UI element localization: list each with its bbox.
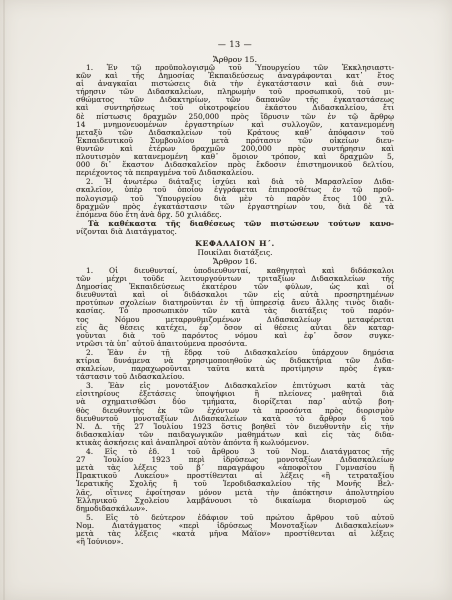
text-line: διευθυνταὶ καὶ οἱ διδάσκαλοι τῶν εἰς αὐτὰ προσηρτημένων	[76, 290, 394, 300]
text-line: σκαλείων, παραχωροῦνται ταῦτα κατὰ προτίμησιν πρὸς ἐγκα-	[76, 364, 394, 374]
text-line: 4. Εἰς τὸ ἐδ. 1 τοῦ ἄρθρου 3 τοῦ Νομ. Διατάγματος τῆς	[86, 447, 394, 457]
text-line: τῶν μέχρι τοῦδε λειτουργούντων τριταξίων Διδασκαλείων τῆς	[76, 274, 394, 284]
text-line: θὸς διευθυντὴς ἐκ τῶν ἐχόντων τὰ προσόντα πρὸς διορισμὸν	[76, 405, 394, 415]
page-edge	[3, 0, 5, 600]
text-line: λᾶς, οἵτινες ἐφοίτησαν μόνον μετὰ τὴν ἀπόκτησιν ἀπολυτηρίου	[76, 487, 394, 497]
text-line: ντρῶσι τὰ ὑπ᾽ αὐτοῦ ἀπαιτούμενα προσόντα.	[76, 338, 248, 348]
text-line: 1. Ἐν τῷ προϋπολογισμῷ τοῦ Ὑπουργείου τῶν Ἐκκλησιαστι-	[86, 63, 394, 72]
text-line: 2. Ἐὰν ἐν τῇ ἕδρᾳ τοῦ Διδασκαλείου ὑπάρχουν δημόσια	[86, 347, 394, 357]
text-line: «ἢ Ἰούνιον».	[76, 537, 124, 547]
text-line: νίζονται διὰ Διατάγματος.	[76, 226, 177, 236]
text-line: τάστασιν τοῦ Διδασκαλείου.	[76, 372, 185, 382]
paragraph	[76, 382, 394, 447]
article-heading: Ἄρθρον 16.	[213, 256, 257, 266]
article-15	[76, 55, 394, 236]
text-line: καὶ συντηρήσεως τοῦ οἰκοτροφείου ἑκάστου Διδασκαλείου, ἔτι	[76, 103, 394, 113]
text-line: διδασκαλίαν τῶν παιδαγωγικῶν μαθημάτων καὶ εἰς τὰς διδα-	[76, 429, 394, 439]
text-line: πλουτισμὸν κατανεμομένη καθ᾽ ὅμοιον τρόπον, καὶ δραχμῶν 5,	[76, 152, 394, 162]
paragraph	[76, 514, 394, 546]
article-16	[76, 257, 394, 546]
text-line: Ν. Δ. τῆς 27 Ἰουλίου 1923 ὅστις βοηθεῖ τὸν διευθυντὴν εἰς τὴν	[76, 421, 394, 431]
text-line: Πρακτικοῦ Λυκείου» προστίθενται αἱ λέξεις «ἢ τετραταξίου	[76, 471, 394, 481]
paragraph	[76, 349, 394, 381]
text-column	[76, 40, 394, 546]
article-15-body	[76, 64, 394, 236]
text-line: νὰ σχηματισθῶσι δύο τμήματα, διορίζεται παρ᾽ αὐτῷ βοη-	[76, 397, 394, 407]
paragraph	[76, 220, 394, 236]
text-line: κῶν καὶ τῆς Δημοσίας Ἐκπαιδεύσεως ἀναγράφονται κατ᾽ ἔτος	[76, 71, 394, 81]
text-line: Τὰ καθέκαστα τῆς διαθέσεως τῶν πιστώσεων τούτων κανο-	[88, 218, 394, 228]
text-line: κτίρια δυνάμενα νὰ χρησιμοποιηθοῦν ὡς διδακτήρια τῶν Διδα-	[76, 356, 394, 365]
text-line: θυντῶν καὶ ἑτέρων δραχμῶν 200,000 πρὸς συντήρησιν καὶ	[76, 143, 394, 153]
text-line: Νομ. Διατάγματος «περὶ ἱδρύσεως Μονοταξίων Διδασκαλείων»	[76, 520, 394, 530]
text-line: εἰσιτηρίους ἐξετάσεις ὑποψήφιοι ἢ πλείονες μαθηταὶ διὰ	[76, 389, 394, 399]
text-line: 2. Ἡ ἀνωτέρω διάταξις ἰσχύει καὶ διὰ τὸ Μαρασλεῖον Διδα-	[86, 177, 394, 187]
text-line: περιέχοντος τὰ πεπραγμένα τοῦ Διδασκαλείου.	[76, 168, 254, 178]
text-line: 27 Ἰουλίου 1923 περὶ ἱδρύσεως μονοταξίων Διδασκαλείων	[76, 455, 394, 465]
chapter-subtitle: Ποικίλαι διατάξεις.	[197, 247, 273, 257]
text-line: κασίας. Τὸ προσωπικὸν τῶν κατὰ τὰς διατάξεις τοῦ παρόν-	[76, 306, 394, 316]
text-line: αἱ ἀναγκαῖαι πιστώσεις διὰ τὴν ἐγκατάστασιν καὶ διὰ συν-	[76, 79, 394, 89]
text-line: τος Νόμου μεταρρυθμιζομένων Διδασκαλείων μεταφέρεται	[76, 314, 394, 324]
text-line: διευθυντοῦ μονοταξίων Διδασκαλείων κατὰ τὸ ἄρθρον 6 τοῦ	[76, 413, 394, 423]
article-heading: Ἄρθρον 15.	[213, 55, 257, 64]
text-line: κτικὰς ἀσκήσεις καὶ ἀναπληροῖ αὐτὸν ἀπόντα ἢ κωλυόμενον.	[76, 437, 309, 447]
text-line: Ἑλληνικοῦ Σχολείου λαμβάνουσι τὸ δικαίωμα διορισμοῦ ὡς	[76, 495, 394, 505]
paragraph	[76, 178, 394, 218]
text-line: 14 μνημονευομένων ἐργαστηρίων καὶ συλλογῶν, κατανεμομένη	[76, 119, 394, 129]
text-line: μετὰ τὰς λέξεις «κατὰ μῆνα Μάϊον» προστίθενται αἱ λέξεις	[76, 528, 394, 538]
paragraph	[76, 448, 394, 513]
text-line: 3. Ἐὰν εἰς μονοτάξιον Διδασκαλεῖον ἐπιτύχωσι κατὰ τὰς	[86, 381, 394, 391]
text-line: δραχμῶν πρὸς ἐγκατάστασιν τῶν ἐργαστηρίων του, διὰ δὲ τὰ	[76, 201, 394, 211]
article-16-body	[76, 267, 394, 546]
text-line: ἑπόμενα δύο ἔτη ἀνὰ δρχ. 50 χιλιάδες.	[76, 209, 222, 219]
text-line: προτύπων σχολείων διατηροῦνται ἐν τῇ ὑπηρεσίᾳ ἄνευ ἄλλης τινὸς διαδι-	[76, 298, 394, 308]
chapter-title: ΚΕΦΑΛΑΙΟΝ Η΄.	[195, 238, 275, 248]
text-line: Ἐκπαιδευτικοῦ Συμβουλίου μετὰ πρότασιν τῶν οἰκείων διευ-	[76, 135, 394, 145]
text-line: δὲ πίστωσις δραχμῶν 250,000 πρὸς ἵδρυσιν τῶν ἐν τῷ ἄρθρῳ	[76, 111, 394, 121]
text-line: εἰς ἃς θέσεις κατέχει, ἐφ᾽ ὅσον αἱ θέσεις αὗται δὲν καταρ-	[76, 322, 394, 332]
paragraph	[76, 267, 394, 348]
text-line: 1. Οἱ διευθυνταί, ὑποδιευθυνταί, καθηγηταὶ καὶ διδάσκαλοι	[86, 265, 394, 275]
text-line: Ἱερατικῆς Σχολῆς ἢ τοῦ Ἱεροδιδασκαλείου τῆς Μονῆς Βελ-	[76, 479, 394, 489]
text-line: μεταξὺ τῶν Διδασκαλείων τοῦ Κράτους καθ᾽ ἀπόφασιν τοῦ	[76, 127, 394, 137]
chapter-heading	[76, 239, 394, 257]
paragraph	[76, 64, 394, 177]
text-line: Δημοσίας Ἐκπαιδεύσεως ἑκατέρου τῶν φύλων, ὡς καὶ οἱ	[76, 282, 394, 292]
text-line: 5. Εἰς τὸ δεύτερον ἐδάφιον τοῦ πρώτου ἄρθρου τοῦ αὐτοῦ	[86, 512, 394, 522]
page-number: — 13 —	[217, 40, 253, 49]
text-line: σκαλεῖον, ὑπὲρ τοῦ ὁποίου ἐγγράφεται ἐπιπροσθέτως ἐν τῷ προϋ-	[76, 185, 394, 195]
text-line: 000 δι᾽ ἕκαστον Διδασκαλεῖον πρὸς ἔκδοσιν ἐπιστημονικοῦ δελτίου,	[76, 160, 394, 170]
text-line: δημοδιδασκάλων».	[76, 503, 148, 513]
text-line: μετὰ τὰς λέξεις τοῦ β΄ παραγράφου «ἀποφοίτου Γυμνασίου ἢ	[76, 463, 394, 473]
text-line: γοῦνται διὰ τοῦ παρόντος νόμου καὶ ἐφ᾽ ὅσον συγκε-	[76, 330, 394, 340]
text-line: τήρησιν τῶν Διδασκαλείων, πληρωμὴν τοῦ προσωπικοῦ, τοῦ μι-	[76, 87, 394, 97]
text-line: πολογισμῷ τοῦ Ὑπουργείου διὰ μὲν τὸ παρὸν ἔτος 100 χιλ.	[76, 193, 394, 203]
text-line: σθώματος τῶν Διδακτηρίων, τῶν δαπανῶν τῆς ἐγκαταστάσεως	[76, 95, 394, 105]
